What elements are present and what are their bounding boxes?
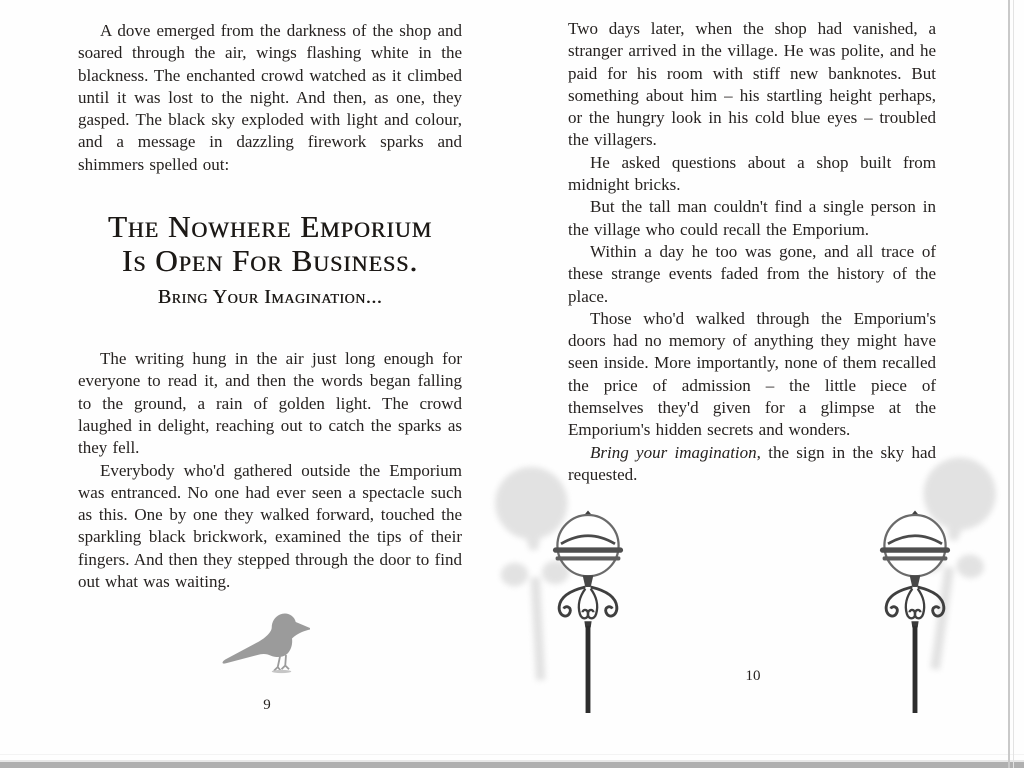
page-edge-faint-line xyxy=(0,754,1024,755)
street-lamp-icon xyxy=(543,506,633,713)
heading-line-3: Bring Your Imagination... xyxy=(157,286,383,309)
page-right xyxy=(568,18,936,486)
page-right-edge-line xyxy=(1008,0,1010,768)
page-right-edge-line-faint xyxy=(1013,0,1014,768)
paragraph-rest: , the sign in the sky had requested. xyxy=(568,442,936,484)
body-paragraph: A dove emerged from the darkness of the shop and soared through the air, wings flashing white in the blackness. The enchanted crowd watched as it climbed until it was lost to the night. And then, as one, they gasped. The black sky exploded with light and colour, and a message in dazzling firework sparks and shimmers spelled out: xyxy=(78,21,462,174)
body-paragraph: Those who'd walked through the Emporium's doors had no memory of anything they might have seen inside. More importantly, none of them recalled the price of admission – the little piece of themselves they'd given for a glimpse at the Emporium's hidden secrets and wonders. xyxy=(568,308,936,440)
firework-message-heading xyxy=(78,210,462,308)
body-paragraph: The writing hung in the air just long enough for everyone to read it, and then the words began falling to the ground, a rain of golden light. The crowd laughed in delight, reaching out to catch the sparks as they fell. xyxy=(78,349,462,458)
page-number-left: 9 xyxy=(263,697,271,713)
page-left xyxy=(78,20,462,593)
bird-silhouette-icon xyxy=(214,609,319,677)
body-paragraph: But the tall man couldn't find a single person in the village who could recall the Emporium. xyxy=(568,197,936,239)
page-number-right: 10 xyxy=(745,668,761,684)
body-paragraph: Two days later, when the shop had vanished, a stranger arrived in the village. He was polite, and he paid for his room with stiff new banknotes. But something about him – his startling height perhaps, or the hungry look in his cold blue eyes – troubled the villagers. xyxy=(568,19,936,150)
italic-phrase: Bring your imagination xyxy=(590,442,757,462)
heading-line-2: Is Open For Business. xyxy=(121,243,419,279)
heading-line-1: The Nowhere Emporium xyxy=(107,209,433,245)
body-paragraph: He asked questions about a shop built from midnight bricks. xyxy=(568,152,936,195)
body-paragraph: Within a day he too was gone, and all trace of these strange events faded from the history of the place. xyxy=(568,241,936,306)
page-bottom-edge-bar xyxy=(0,762,1024,768)
body-paragraph: Everybody who'd gathered outside the Emporium was entranced. No one had ever seen a spectacle such as this. One by one they walked forward, touched the sparkling black brickwork, examined the tips of their fingers. And then they stepped through the door to find out what was waiting. xyxy=(78,460,462,592)
body-paragraph-italic-lead xyxy=(568,442,936,487)
street-lamp-icon xyxy=(870,506,960,713)
